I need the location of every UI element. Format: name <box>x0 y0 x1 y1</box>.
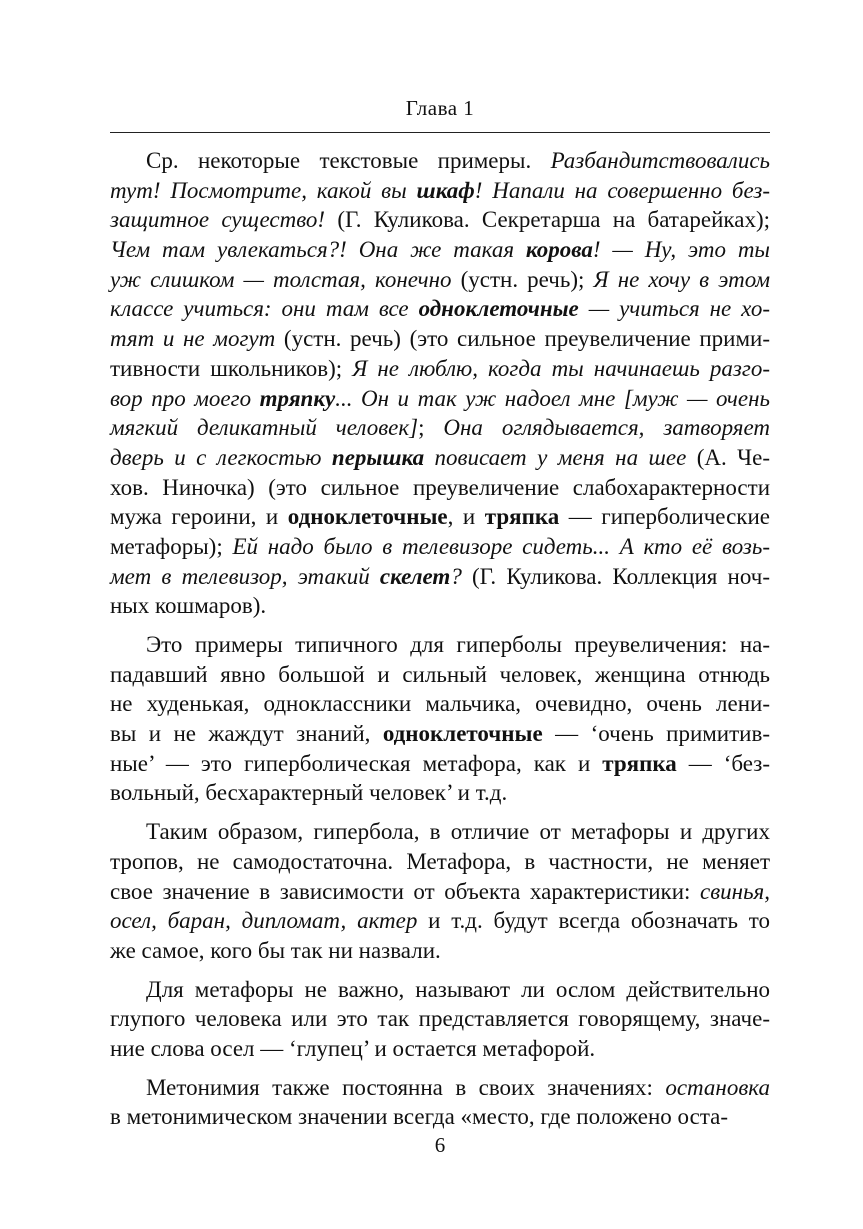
text-line <box>110 205 770 235</box>
italic-run: — учиться не хо- <box>578 296 770 322</box>
text-run: ; <box>418 415 444 441</box>
text-run: и т.д. будут всегда обозначать то <box>417 908 770 934</box>
bold-term: тряпку <box>259 385 336 411</box>
text-line <box>110 443 770 473</box>
text-line <box>110 719 770 749</box>
text-line <box>110 817 770 847</box>
italic-run: Ей надо было в телевизоре сидеть... А кто её возь- <box>232 533 770 559</box>
text-run: ных кошмаров). <box>110 593 267 619</box>
text-line <box>110 502 770 532</box>
italic-run: повисает у меня на шее <box>424 444 687 470</box>
bold-term: корова <box>525 237 593 263</box>
text-run: Таким образом, гипербола, в отличие от метафоры и других <box>146 819 770 845</box>
italic-run: ! — Ну, это ты <box>592 237 771 263</box>
italic-run: Чем там увлекаться?! Она же такая <box>110 237 526 263</box>
text-line <box>110 265 770 295</box>
text-run: тропов, не самодостаточна. Метафора, в частности, не меняет <box>110 848 770 874</box>
text-run: падавший явно большой и сильный человек, женщина отнюдь <box>110 661 770 687</box>
italic-run: дверь и с легкостью <box>110 444 332 470</box>
paragraph <box>110 975 770 1064</box>
italic-run: остановка <box>665 1074 770 1100</box>
italic-run: тят и не могут <box>110 326 276 352</box>
text-line <box>110 689 770 719</box>
body-text <box>110 146 770 1132</box>
italic-run: вор про моего <box>110 385 260 411</box>
paragraph <box>110 630 770 808</box>
text-run: — гиперболические <box>559 504 770 530</box>
italic-run: Я не хочу в этом <box>593 266 770 292</box>
text-line <box>110 660 770 690</box>
text-run: (Г. Куликова. Секретарша на батарейках); <box>325 207 770 233</box>
text-run: (устн. речь); <box>451 266 594 292</box>
bold-term: тряпка <box>602 750 677 776</box>
text-line <box>110 630 770 660</box>
text-line <box>110 1102 770 1132</box>
text-line <box>110 324 770 354</box>
italic-run: Разбандитствовались <box>550 148 770 173</box>
text-line <box>110 235 770 265</box>
italic-run: осел, баран, дипломат, актер <box>110 908 418 934</box>
text-run: же самое, кого бы так ни назвали. <box>110 937 441 963</box>
text-run: не худенькая, одноклассники мальчика, очевидно, очень лени- <box>110 691 770 717</box>
text-run: ние слова осел — ‘глупец’ и остается метафорой. <box>110 1035 596 1061</box>
text-run: ные’ — это гиперболическая метафора, как и <box>110 750 603 776</box>
text-line <box>110 354 770 384</box>
text-line <box>110 1004 770 1034</box>
italic-run: свинья, <box>699 878 770 904</box>
paragraph <box>110 1073 770 1132</box>
text-run: — ‘без- <box>676 750 770 776</box>
italic-run: защитное существо! <box>110 207 326 233</box>
text-run: метафоры); <box>110 533 233 559</box>
text-line <box>110 413 770 443</box>
text-run: Метонимия также постоянна в своих значениях: <box>146 1074 666 1100</box>
bold-term: скелет <box>379 563 451 589</box>
italic-run: Я не люблю, когда ты начинаешь разго- <box>352 355 770 381</box>
bold-term: одноклеточные <box>418 296 579 322</box>
text-line <box>110 294 770 324</box>
text-run: хов. Ниночка) (это сильное преувеличение слабохарактерности <box>110 474 770 500</box>
text-run: Для метафоры не важно, называют ли ослом действительно <box>146 976 770 1002</box>
text-line <box>110 936 770 966</box>
text-line <box>110 906 770 936</box>
italic-run: ... Он и так уж надоел мне [муж — очень <box>335 385 770 411</box>
text-line <box>110 473 770 503</box>
italic-run: ? <box>450 563 462 589</box>
text-run: мужа героини, и <box>110 504 288 530</box>
paragraph <box>110 817 770 965</box>
text-line <box>110 847 770 877</box>
text-run: (устн. речь) (это сильное преувеличение прими- <box>275 326 771 352</box>
text-line <box>110 1034 770 1064</box>
italic-run: классе учиться: они там все <box>110 296 419 322</box>
text-line <box>110 591 770 621</box>
bold-term: шкаф <box>416 177 475 203</box>
bold-term: одноклеточные <box>382 721 543 747</box>
italic-run: мягкий деликатный человек] <box>110 415 419 441</box>
text-line <box>110 562 770 592</box>
text-run: Это примеры типичного для гиперболы преувеличения: на- <box>146 632 770 657</box>
text-line <box>110 384 770 414</box>
text-run: тивности школьников); <box>110 355 353 381</box>
text-line <box>110 1073 770 1103</box>
italic-run: тут! Посмотрите, какой вы <box>110 177 417 203</box>
text-line <box>110 749 770 779</box>
bold-term: тряпка <box>484 504 560 530</box>
header-rule <box>110 132 770 133</box>
text-run: , и <box>447 504 485 530</box>
text-line <box>110 778 770 808</box>
text-line <box>110 146 770 176</box>
italic-run: уж слишком — толстая, конечно <box>110 266 452 292</box>
text-line <box>110 975 770 1005</box>
paragraph <box>110 146 770 621</box>
text-run: (А. Че- <box>686 444 771 470</box>
page-number: 6 <box>434 1133 446 1157</box>
text-line <box>110 176 770 206</box>
italic-run: ! Напали на совершенно без- <box>474 177 770 203</box>
text-run: в метонимическом значении всегда «место, где положено оста- <box>110 1104 729 1130</box>
text-run: вольный, бесхарактерный человек’ и т.д. <box>110 780 508 806</box>
running-header: Глава 1 <box>405 96 475 120</box>
text-run: (Г. Куликова. Коллекция ноч- <box>461 563 770 589</box>
text-run: Ср. некоторые текстовые примеры. <box>146 148 551 173</box>
text-run: глупого человека или это так представляется говорящему, значе- <box>110 1006 770 1032</box>
text-line <box>110 877 770 907</box>
text-line <box>110 532 770 562</box>
text-run: вы и не жаждут знаний, <box>110 721 383 747</box>
bold-term: одноклеточные <box>287 504 448 530</box>
bold-term: перышка <box>331 444 425 470</box>
italic-run: Она оглядывается, затворяет <box>443 415 770 441</box>
text-run: свое значение в зависимости от объекта характеристики: <box>110 878 700 904</box>
text-run: — ‘очень примитив- <box>542 721 770 747</box>
italic-run: мет в телевизор, этакий <box>110 563 380 589</box>
